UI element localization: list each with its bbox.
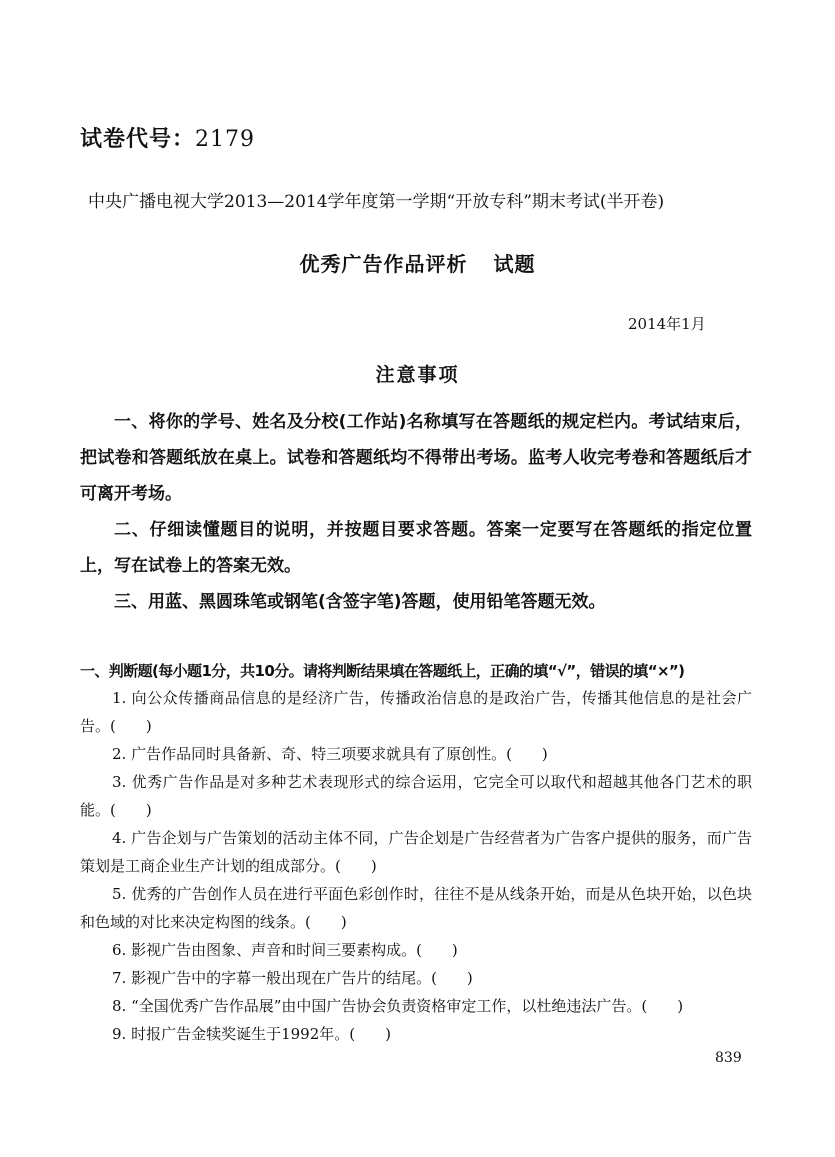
question-9: 9. 时报广告金犊奖诞生于1992年。( ) [112, 1025, 391, 1043]
question-2: 2. 广告作品同时具备新、奇、特三项要求就具有了原创性。( ) [112, 745, 548, 763]
question-7: 7. 影视广告中的字幕一般出现在广告片的结尾。( ) [112, 969, 473, 987]
question-8: 8. “全国优秀广告作品展”由中国广告协会负责资格审定工作，以杜绝违法广告。( ) [112, 997, 684, 1015]
question-5: 5. 优秀的广告创作人员在进行平面色彩创作时，往往不是从线条开始，而是从色块开始，以色块和色域的对比来决定构图的线条。( ) [80, 885, 752, 931]
question-4: 4. 广告企划与广告策划的活动主体不同，广告企划是广告经营者为广告客户提供的服务，而广告策划是工商企业生产计划的组成部分。( ) [80, 829, 752, 875]
notice-item-2: 二、仔细读懂题目的说明，并按题目要求答题。答案一定要写在答题纸的指定位置上，写在试卷上的答案无效。 [80, 520, 752, 576]
notice-heading: 注意事项 [375, 364, 460, 386]
exam-code-label: 试卷代号： [80, 127, 196, 152]
exam-header: 中央广播电视大学2013—2014学年度第一学期“开放专科”期末考试(半开卷) [88, 192, 665, 212]
exam-subject: 优秀广告作品评析 [299, 252, 468, 276]
notice-item-1: 一、将你的学号、姓名及分校(工作站)名称填写在答题纸的规定栏内。考试结束后，把试卷和答题纸放在桌上。试卷和答题纸均不得带出考场。监考人收完考卷和答题纸后才可离开考场。 [80, 412, 752, 504]
exam-code-number: 2179 [195, 127, 256, 152]
question-3: 3. 优秀广告作品是对多种艺术表现形式的综合运用，它完全可以取代和超越其他各门艺术的职能。( ) [80, 773, 752, 819]
page-number: 839 [715, 1050, 742, 1066]
exam-kind: 试题 [493, 252, 536, 276]
question-6: 6. 影视广告由图象、声音和时间三要素构成。( ) [112, 941, 458, 959]
exam-code [80, 122, 255, 153]
section-heading: 一、判断题(每小题1分，共10分。请将判断结果填在答题纸上，正确的填“√”，错误的填“×”) [80, 662, 685, 680]
exam-date: 2014年1月 [628, 315, 706, 333]
notice-item-3: 三、用蓝、黑圆珠笔或钢笔(含签字笔)答题，使用铅笔答题无效。 [114, 592, 606, 612]
question-1: 1. 向公众传播商品信息的是经济广告，传播政治信息的是政治广告，传播其他信息的是社会广告。( ) [80, 689, 752, 735]
exam-title [0, 248, 835, 277]
